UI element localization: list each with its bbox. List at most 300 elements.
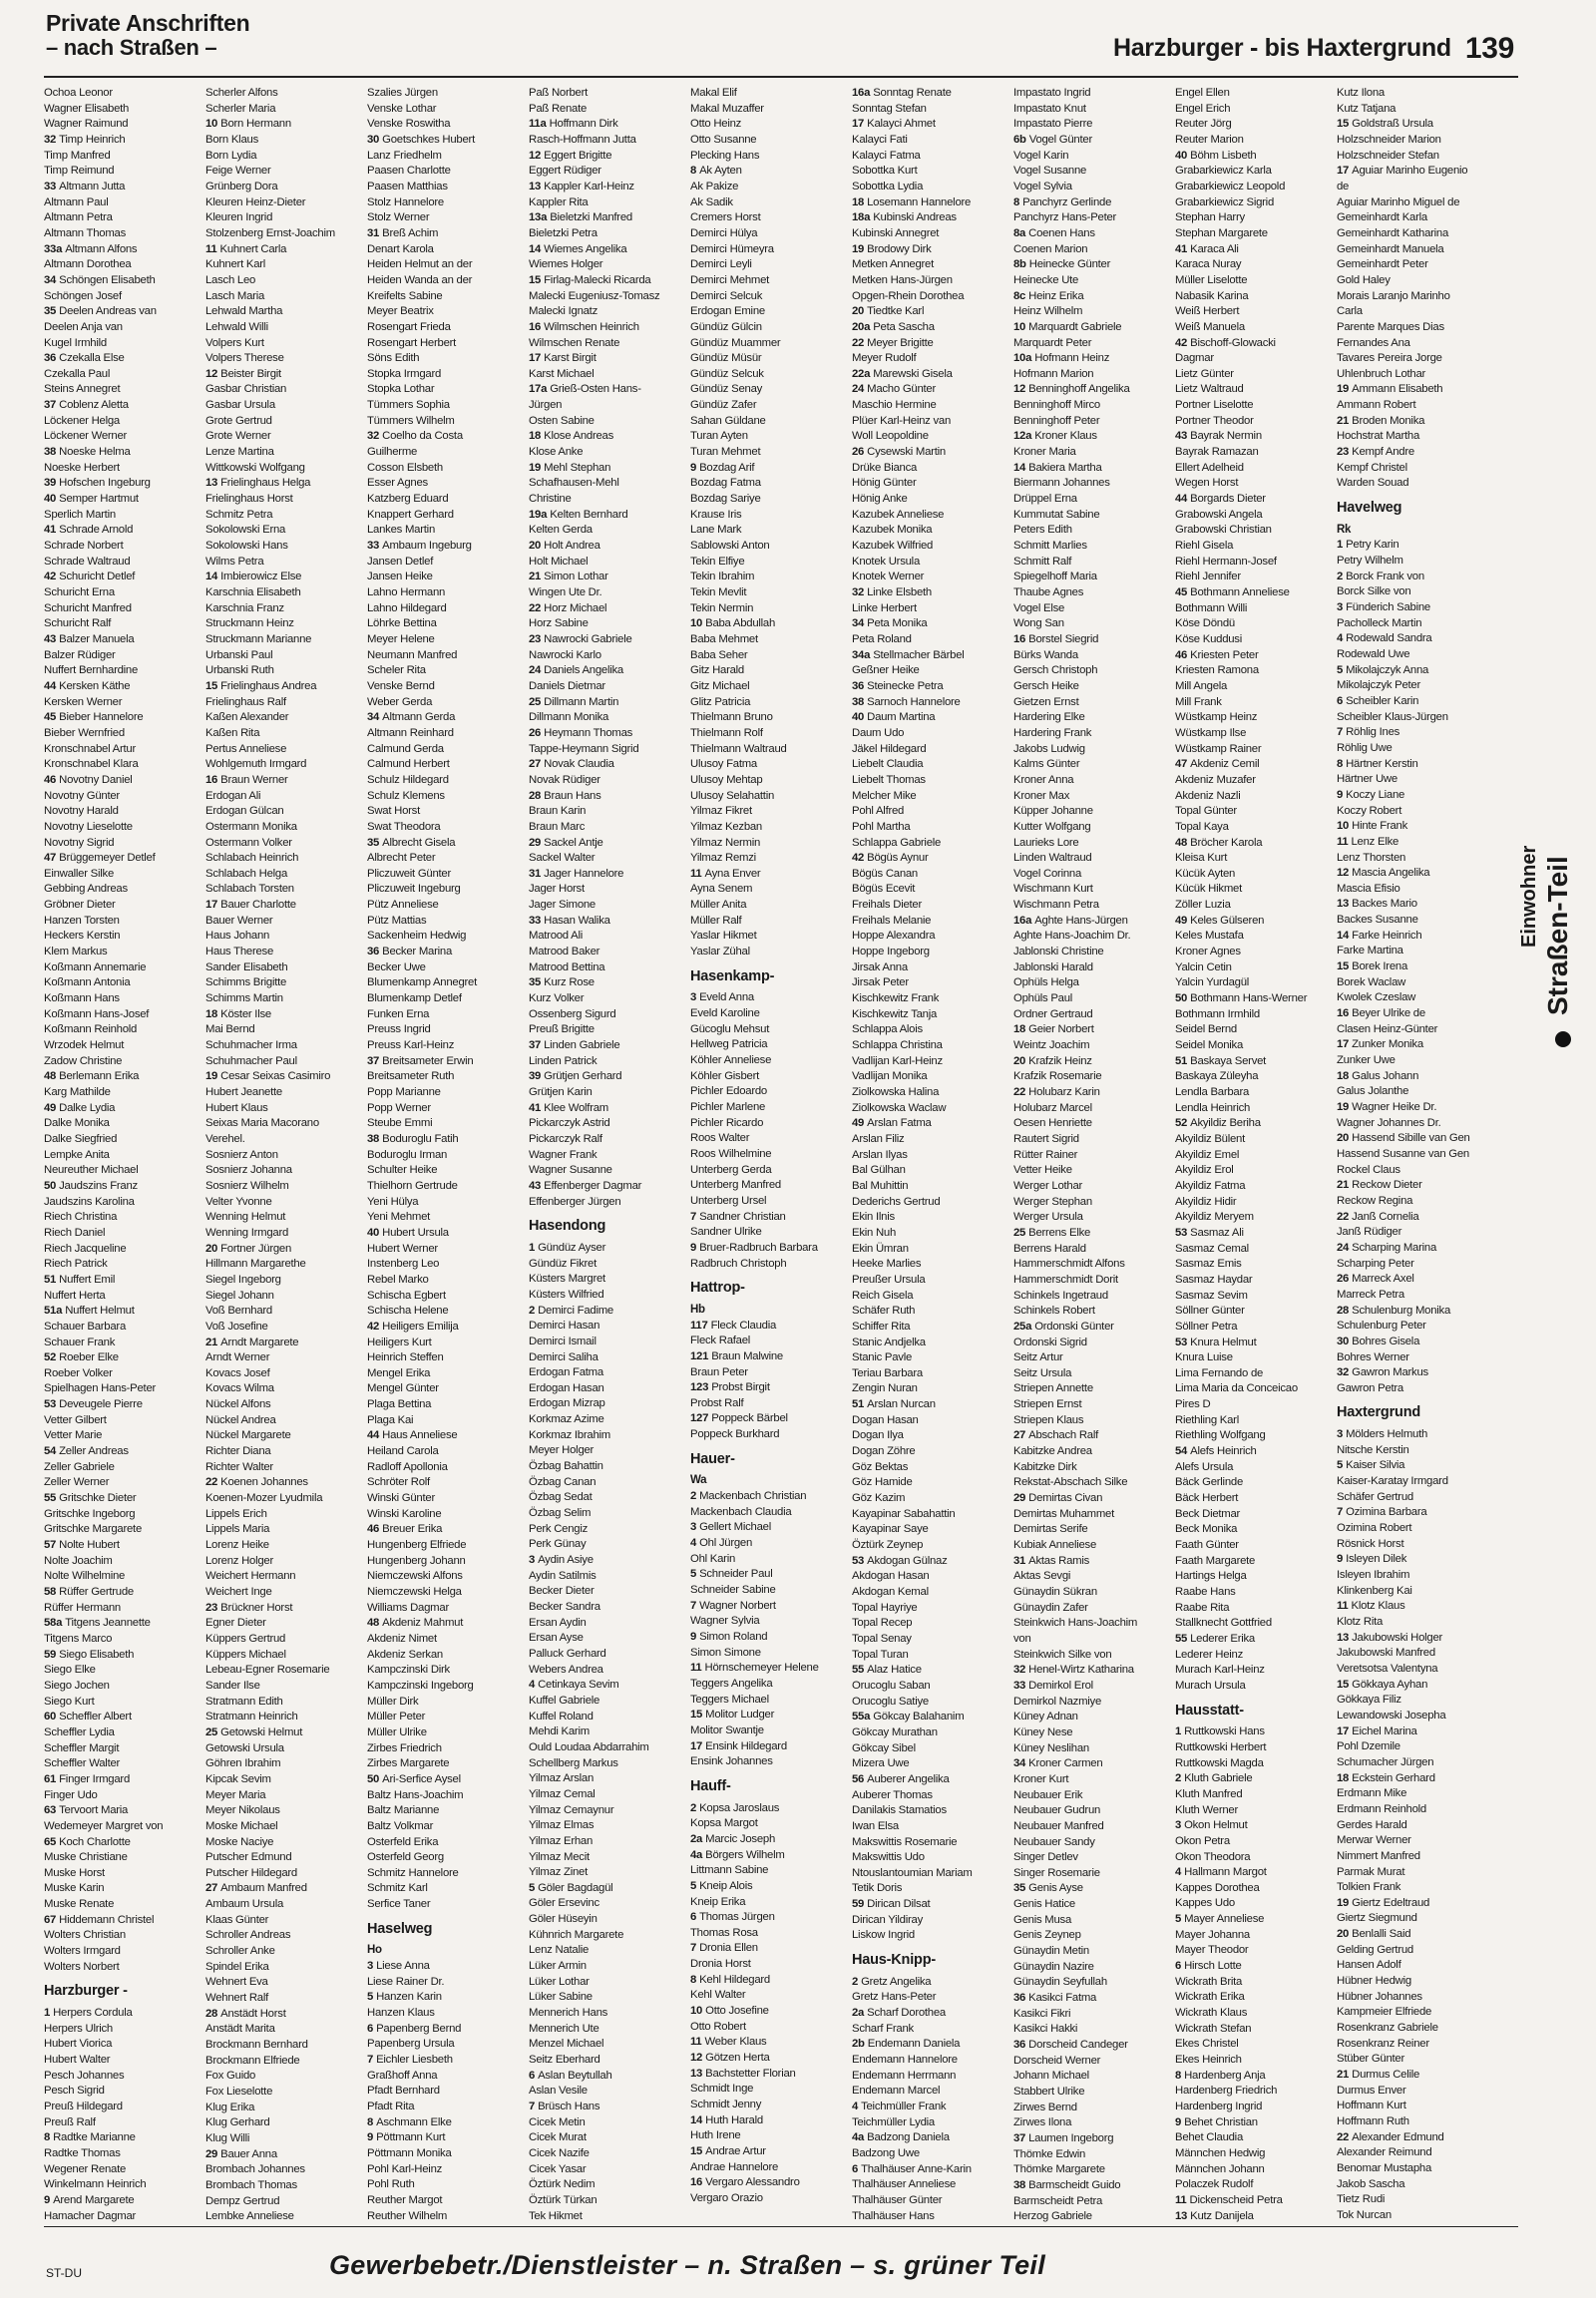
- list-item: [205, 508, 355, 524]
- resident-name: Ensink Hildegard: [705, 1739, 787, 1752]
- list-item: [529, 1428, 678, 1444]
- resident-name: Hochstrat Martha: [1337, 430, 1420, 443]
- list-item: [1013, 789, 1163, 805]
- resident-name: Albrecht Peter: [367, 852, 436, 865]
- list-item: [852, 461, 1001, 477]
- resident-name: Eckstein Gerhard: [1352, 1771, 1435, 1784]
- resident-name: Rösnick Horst: [1337, 1537, 1404, 1550]
- list-item: [1337, 772, 1486, 788]
- list-item: [44, 555, 194, 571]
- list-item: [690, 789, 840, 805]
- resident-name: Feige Werner: [205, 165, 271, 178]
- resident-name: Hartings Helga: [1175, 1570, 1247, 1583]
- house-number: 8c: [1013, 289, 1026, 302]
- list-item: [205, 414, 355, 430]
- list-item: [852, 351, 1001, 367]
- list-item: [44, 1788, 194, 1804]
- list-item: [1175, 1085, 1325, 1101]
- resident-name: Nimmert Manfred: [1337, 1849, 1420, 1862]
- resident-name: Gasbar Ursula: [205, 399, 275, 412]
- resident-name: Durmus Celile: [1352, 2069, 1420, 2082]
- resident-name: Schröter Rolf: [367, 1476, 430, 1489]
- resident-name: Jablonski Christine: [1013, 946, 1104, 958]
- list-item: [205, 975, 355, 991]
- list-item: [1013, 836, 1163, 852]
- resident-name: Holubarz Marcel: [1013, 1101, 1092, 1114]
- list-item: [367, 149, 517, 165]
- resident-name: Parmak Murat: [1337, 1865, 1405, 1878]
- list-item: [1337, 226, 1486, 242]
- resident-name: Marewski Gisela: [873, 367, 953, 380]
- house-number: 40: [44, 493, 57, 506]
- resident-name: Dorscheid Candeger: [1028, 2039, 1128, 2052]
- list-item: [205, 1741, 355, 1757]
- house-number: 49: [1175, 914, 1188, 927]
- resident-name: Pohl Alfred: [852, 805, 905, 818]
- list-item: [44, 1554, 194, 1570]
- list-item: [1337, 2192, 1486, 2208]
- house-number: 34: [852, 617, 865, 630]
- resident-name: Breitsameter Erwin: [382, 1054, 474, 1067]
- list-item: [529, 1694, 678, 1710]
- list-item: [690, 1863, 840, 1879]
- list-item: [367, 304, 517, 320]
- resident-name: Liese Anna: [376, 1960, 430, 1973]
- list-item: [529, 382, 678, 398]
- resident-name: Radtke Thomas: [44, 2146, 121, 2159]
- resident-name: Löckener Helga: [44, 414, 120, 427]
- list-item: [529, 2053, 678, 2069]
- resident-name: Niemczewski Alfons: [367, 1570, 463, 1583]
- list-item: [44, 1210, 194, 1226]
- list-item: [1013, 1585, 1163, 1601]
- resident-name: Alefs Ursula: [1175, 1460, 1234, 1473]
- house-number: 3: [690, 1521, 697, 1534]
- resident-name: Hoppe Alexandra: [852, 930, 936, 943]
- list-item: [1337, 1990, 1486, 2006]
- list-item: [690, 1116, 840, 1132]
- resident-name: Ersan Aydin: [529, 1616, 587, 1629]
- house-number: 127: [690, 1412, 709, 1425]
- resident-name: Hofmann Heinz: [1034, 352, 1110, 365]
- list-item: [690, 898, 840, 914]
- house-number: 9: [1337, 788, 1344, 801]
- resident-name: Borck Frank von: [1346, 570, 1424, 582]
- resident-name: Kalayci Ahmet: [867, 118, 936, 131]
- resident-name: Grünberg Dora: [205, 180, 278, 192]
- resident-name: Karst Michael: [529, 367, 595, 380]
- list-item: [690, 929, 840, 945]
- house-number: 16a: [852, 87, 871, 99]
- list-item: [852, 1069, 1001, 1085]
- resident-name: Götzen Herta: [705, 2052, 770, 2065]
- list-item: [205, 1413, 355, 1429]
- resident-name: Brombach Thomas: [205, 2178, 297, 2191]
- list-item: [1013, 382, 1163, 398]
- list-item: [852, 2115, 1001, 2131]
- resident-name: Boduroglu Irman: [367, 1148, 448, 1161]
- list-item: [367, 1148, 517, 1164]
- resident-name: Herpers Ulrich: [44, 2022, 113, 2035]
- list-item: [852, 1491, 1001, 1507]
- list-item: [1175, 539, 1325, 555]
- resident-name: Schmidt Jenny: [690, 2099, 762, 2111]
- list-item: [44, 2162, 194, 2178]
- resident-name: Opgen-Rhein Dorothea: [852, 289, 965, 302]
- house-number: 11: [690, 867, 702, 880]
- resident-name: Mizera Uwe: [852, 1757, 910, 1770]
- list-item: [690, 226, 840, 242]
- list-item: [1337, 461, 1486, 477]
- list-item: [1337, 710, 1486, 726]
- list-item: [529, 2130, 678, 2146]
- list-item: [1013, 1960, 1163, 1976]
- list-item: [1175, 867, 1325, 883]
- resident-name: Meyer Rudolf: [852, 352, 917, 365]
- list-item: [1175, 1740, 1325, 1756]
- resident-name: Jager Hannelore: [544, 867, 624, 880]
- resident-name: Swat Horst: [367, 805, 420, 818]
- resident-name: Tekin Mevlit: [690, 586, 747, 598]
- list-item: [1175, 1522, 1325, 1538]
- resident-name: Göler Hüseyin: [529, 1913, 598, 1926]
- resident-name: Makal Elif: [690, 87, 737, 99]
- resident-name: Semper Hartmut: [59, 493, 139, 506]
- resident-name: Köster Ilse: [220, 1007, 271, 1020]
- resident-name: von: [1013, 1632, 1031, 1645]
- list-item: [44, 382, 194, 398]
- resident-name: Novotny Lieselotte: [44, 820, 133, 833]
- list-item: [1013, 1366, 1163, 1382]
- list-item: [1175, 991, 1325, 1007]
- resident-name: Lasch Maria: [205, 289, 265, 302]
- house-number: 20: [1337, 1132, 1350, 1145]
- list-item: [205, 914, 355, 930]
- list-item: [690, 1895, 840, 1911]
- list-item: [690, 1131, 840, 1147]
- resident-name: Marquardt Peter: [1013, 336, 1092, 349]
- resident-name: Ak Ayten: [699, 165, 742, 178]
- resident-name: Kneip Erika: [690, 1895, 746, 1908]
- resident-name: Arend Margarete: [53, 2193, 135, 2206]
- list-item: [1337, 835, 1486, 851]
- resident-name: Marreck Axel: [1352, 1273, 1414, 1286]
- list-item: [852, 273, 1001, 289]
- resident-name: Klaas Günter: [205, 1913, 269, 1926]
- list-item: [1175, 1585, 1325, 1601]
- resident-name: Sablowski Anton: [690, 540, 770, 553]
- resident-name: Sasmaz Sevim: [1175, 1289, 1248, 1302]
- list-item: [1175, 1818, 1325, 1834]
- resident-name: Zeller Gabriele: [44, 1460, 115, 1473]
- resident-name: Barmscheidt Petra: [1013, 2194, 1103, 2207]
- list-item: [1175, 975, 1325, 991]
- resident-name: Erdogan Gülcan: [205, 805, 284, 818]
- list-item: [367, 1788, 517, 1804]
- resident-name: Lebeau-Egner Rosemarie: [205, 1664, 330, 1677]
- list-item: [1175, 851, 1325, 867]
- resident-name: Horz Michael: [544, 601, 607, 614]
- resident-name: Webers Andrea: [529, 1663, 603, 1676]
- list-item: [367, 1069, 517, 1085]
- house-number: 26: [852, 446, 865, 459]
- list-item: [690, 726, 840, 742]
- resident-name: Yilmaz Erhan: [529, 1834, 594, 1847]
- resident-name: Steinecke Petra: [867, 679, 944, 692]
- list-item: [44, 226, 194, 242]
- list-item: [1175, 1569, 1325, 1585]
- resident-name: Wiemes Holger: [529, 258, 603, 271]
- resident-name: Sosnierz Anton: [205, 1148, 278, 1161]
- list-item: [205, 1881, 355, 1897]
- list-item: [44, 1273, 194, 1289]
- list-item: [529, 86, 678, 102]
- house-number: 24: [529, 664, 542, 677]
- resident-name: Ulusoy Selahattin: [690, 789, 775, 802]
- resident-name: Becker Marina: [382, 946, 453, 958]
- list-item: [1337, 289, 1486, 305]
- resident-name: Dillmann Martin: [544, 695, 619, 708]
- resident-name: Tavares Pereira Jorge: [1337, 352, 1442, 365]
- house-number: 17a: [529, 383, 548, 396]
- house-number: 23: [205, 1601, 218, 1614]
- house-number: 21: [529, 571, 542, 583]
- resident-name: Kugel Irmhild: [44, 336, 107, 349]
- resident-name: Mikolajczyk Peter: [1337, 679, 1421, 692]
- list-item: [852, 1881, 1001, 1897]
- listing-column: [205, 86, 355, 2222]
- list-item: [44, 539, 194, 555]
- resident-name: Yilmaz Arslan: [529, 1772, 595, 1785]
- resident-name: Szalies Jürgen: [367, 87, 438, 99]
- resident-name: Brockmann Elfriede: [205, 2054, 300, 2067]
- resident-name: Günaydin Sükran: [1013, 1586, 1097, 1598]
- resident-name: Oesen Henriette: [1013, 1117, 1092, 1130]
- list-item: [852, 1475, 1001, 1491]
- house-number: 11: [205, 242, 217, 255]
- house-number: 9: [1175, 2115, 1182, 2128]
- house-number: 33: [44, 180, 57, 192]
- house-number: 7: [1337, 1506, 1344, 1519]
- list-item: [852, 1179, 1001, 1195]
- list-item: [529, 242, 678, 258]
- list-item: [1013, 960, 1163, 976]
- house-number: 13: [1337, 1631, 1350, 1644]
- list-item: [690, 1334, 840, 1349]
- resident-name: Timp Heinrich: [59, 133, 126, 146]
- list-item: [529, 102, 678, 118]
- street-heading: Hasendong: [529, 1218, 606, 1235]
- list-item: [367, 2084, 517, 2100]
- resident-name: Braun Malwine: [711, 1349, 783, 1362]
- resident-name: Ohl Jürgen: [699, 1537, 753, 1550]
- list-item: [367, 226, 517, 242]
- house-number: 9: [690, 1631, 697, 1643]
- listing-column: [1175, 86, 1325, 2222]
- resident-name: Küney Adnan: [1013, 1711, 1078, 1724]
- list-item: [1175, 1273, 1325, 1289]
- resident-name: Yalcin Cetin: [1175, 960, 1232, 973]
- resident-name: Braun Marc: [529, 820, 586, 833]
- list-item: [205, 2038, 355, 2054]
- resident-name: Holt Michael: [529, 555, 589, 568]
- house-number: 6: [852, 2162, 859, 2175]
- list-item: [1013, 1788, 1163, 1804]
- list-item: [1337, 273, 1486, 289]
- list-item: [367, 180, 517, 195]
- list-item: [1337, 1849, 1486, 1865]
- list-item: [1013, 1350, 1163, 1366]
- list-item: [852, 1695, 1001, 1711]
- list-item: [1013, 1881, 1163, 1897]
- list-item: [44, 991, 194, 1007]
- list-item: [1013, 773, 1163, 789]
- list-item: [852, 476, 1001, 492]
- list-item: [852, 1304, 1001, 1320]
- list-item: [367, 102, 517, 118]
- resident-name: Portner Theodor: [1175, 414, 1254, 427]
- list-item: [690, 679, 840, 695]
- resident-name: Demirci Mehmet: [690, 273, 770, 286]
- resident-name: Alexander Edmund: [1352, 2130, 1444, 2143]
- house-number: 53: [1175, 1226, 1188, 1239]
- list-item: [852, 804, 1001, 820]
- list-item: [529, 929, 678, 945]
- list-item: [367, 555, 517, 571]
- list-item: [1175, 195, 1325, 211]
- list-item: [44, 851, 194, 867]
- resident-name: Öztürk Zeynep: [852, 1539, 924, 1552]
- list-item: [367, 960, 517, 976]
- resident-name: Lanz Friedhelm: [367, 149, 442, 162]
- house-number: 37: [529, 1039, 542, 1052]
- list-item: [1013, 2209, 1163, 2222]
- list-item: [1175, 1381, 1325, 1397]
- list-item: [690, 2067, 840, 2083]
- resident-name: Schauer Barbara: [44, 1320, 127, 1333]
- list-item: [852, 289, 1001, 305]
- list-item: [529, 757, 678, 773]
- resident-name: Ekes Heinrich: [1175, 2054, 1242, 2067]
- house-number: 8: [1337, 757, 1344, 770]
- list-item: [529, 1054, 678, 1070]
- resident-name: Rautert Sigrid: [1013, 1132, 1079, 1145]
- street-heading: Haselweg: [367, 1920, 433, 1937]
- list-item: [529, 1647, 678, 1663]
- list-item: [690, 476, 840, 492]
- house-number: 40: [367, 1226, 380, 1239]
- resident-name: Schäfer Ruth: [852, 1305, 916, 1318]
- resident-name: Bauer Charlotte: [220, 899, 296, 912]
- house-number: 6b: [1013, 133, 1026, 146]
- resident-name: Siegel Ingeborg: [205, 1273, 281, 1286]
- house-number: 32: [1337, 1366, 1350, 1379]
- resident-name: Topal Senay: [852, 1632, 912, 1645]
- list-item: [1175, 929, 1325, 945]
- resident-name: Kroner Anna: [1013, 773, 1074, 786]
- resident-name: Liebelt Claudia: [852, 758, 924, 771]
- resident-name: Scheffler Lydia: [44, 1725, 115, 1738]
- list-item: [1337, 1053, 1486, 1069]
- resident-name: Ochoa Leonor: [44, 87, 113, 99]
- resident-name: Pfadt Bernhard: [367, 2085, 440, 2098]
- resident-name: Verehel.: [205, 1132, 245, 1145]
- resident-name: Seitz Ursula: [1013, 1366, 1072, 1379]
- resident-name: Simon Simone: [690, 1646, 761, 1659]
- list-item: [205, 1522, 355, 1538]
- list-item: [367, 1444, 517, 1460]
- resident-name: Akdogan Gülnaz: [867, 1554, 948, 1567]
- resident-name: Warden Souad: [1337, 477, 1409, 490]
- resident-name: Ophüls Paul: [1013, 992, 1073, 1005]
- list-item: [529, 1101, 678, 1117]
- resident-name: Wüstkamp Rainer: [1175, 742, 1262, 755]
- list-item: [529, 351, 678, 367]
- list-item: [1013, 1242, 1163, 1258]
- house-number: 6: [1175, 1960, 1182, 1973]
- resident-name: Cetinkaya Sevim: [538, 1679, 619, 1692]
- list-item: [1175, 102, 1325, 118]
- resident-name: Hassend Susanne van Gen: [1337, 1147, 1469, 1160]
- resident-name: Makswittis Rosemarie: [852, 1835, 958, 1848]
- resident-name: Plecking Hans: [690, 149, 760, 162]
- resident-name: Demirkol Nazmiye: [1013, 1695, 1102, 1708]
- list-item: [205, 1195, 355, 1211]
- resident-name: Schellberg Markus: [529, 1756, 618, 1769]
- list-item: [205, 1116, 355, 1132]
- house-number: 13a: [529, 211, 548, 224]
- list-item: [529, 1537, 678, 1553]
- resident-name: Klem Markus: [44, 946, 108, 958]
- resident-name: Baba Mehmet: [690, 632, 758, 645]
- resident-name: Holzschneider Stefan: [1337, 149, 1439, 162]
- resident-name: Perk Günay: [529, 1538, 587, 1551]
- house-number: 10: [205, 118, 218, 131]
- resident-name: Klug Erika: [205, 2101, 255, 2113]
- resident-name: Weintz Joachim: [1013, 1039, 1090, 1052]
- list-item: [1175, 1724, 1325, 1740]
- resident-name: Roeber Volker: [44, 1366, 113, 1379]
- list-item: [1337, 1037, 1486, 1053]
- list-item: [852, 1975, 1001, 1991]
- resident-name: Becker Dieter: [529, 1585, 595, 1598]
- house-number: 20: [852, 305, 865, 318]
- list-item: [529, 2069, 678, 2085]
- list-item: [44, 1616, 194, 1632]
- list-item: [529, 2193, 678, 2209]
- resident-name: Malecki Eugeniusz-Tomasz: [529, 289, 660, 302]
- list-item: [367, 2162, 517, 2178]
- list-item: [205, 1538, 355, 1554]
- resident-name: Schuricht Erna: [44, 586, 115, 598]
- list-item: [367, 164, 517, 180]
- list-item: [1337, 959, 1486, 975]
- list-item: [1175, 508, 1325, 524]
- resident-name: Egner Dieter: [205, 1617, 266, 1630]
- list-item: [690, 1489, 840, 1505]
- list-item: [205, 710, 355, 726]
- resident-name: Zengin Nuran: [852, 1382, 918, 1395]
- resident-name: Matrood Ali: [529, 930, 583, 943]
- resident-name: Cosson Elsbeth: [367, 461, 443, 474]
- list-item: [690, 320, 840, 336]
- district-code: Ho: [367, 1944, 382, 1957]
- resident-name: Jager Simone: [529, 899, 596, 912]
- resident-name: Yilmaz Cemaynur: [529, 1803, 614, 1816]
- house-number: 16: [205, 773, 218, 786]
- list-item: [1337, 1896, 1486, 1912]
- resident-name: Genis Ayse: [1028, 1882, 1083, 1895]
